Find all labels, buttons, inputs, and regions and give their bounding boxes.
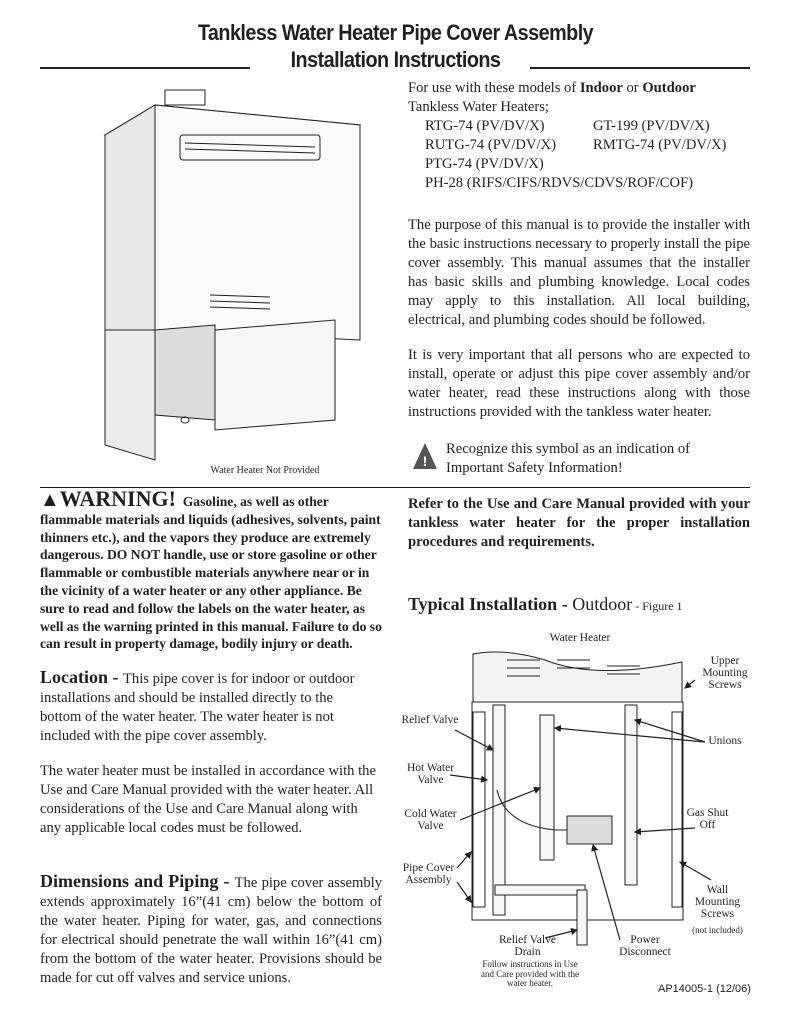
location-section: Location - This pipe cover is for indoor or outdoor installations and should be installed directly to the bottom of the water heater. The water heater is not included with the pipe cover assembly. <box>40 667 355 744</box>
typical-installation-heading: Typical Installation - Outdoor - Figure 1 <box>408 594 683 614</box>
label-gas-shut-off: Gas Shut Off <box>686 807 729 831</box>
title-rule-left <box>40 67 250 69</box>
warning-triangle-icon <box>412 442 438 470</box>
label-wall-mounting-screws: Wall Mounting Screws <box>694 884 741 920</box>
location-heading: Location - <box>40 667 123 687</box>
warning-triangle-icon: ▲ <box>40 489 60 511</box>
title-line2: Installation Instructions <box>290 47 501 72</box>
label-power-disconnect: Power Disconnect <box>619 934 671 958</box>
title-line1: Tankless Water Heater Pipe Cover Assembly <box>197 20 594 45</box>
safety-symbol-text: Recognize this symbol as an indication of Important Safety Information! <box>446 441 690 476</box>
svg-text:!: ! <box>422 453 428 469</box>
label-cold-water-valve: Cold Water Valve <box>404 808 457 832</box>
warning-block: ▲WARNING! Gasoline, as well as other flammable materials and liquids (adhesives, solvents, paint thinners etc.), and the vapors they produce are extremely dangerous. DO NOT handle, use or store gasoline or other flammable or combustible materials anywhere near or in the vicinity of a water heater or any other appliance. Be sure to read and follow the labels on the water heater, as well as the warning printed in this manual. Failure to do so can result in property damage, bodily injury or death. <box>40 486 382 652</box>
dimensions-section: Dimensions and Piping - The pipe cover assembly extends approximately 16”(41 cm) below the bottom of the water heater. Piping for water, gas, and connections for electrical should penetrate the wall within 16”(41 cm) from the bottom of the water heater. Provisions should be made for cut off valves and service unions. <box>40 871 382 986</box>
dimensions-heading: Dimensions and Piping - <box>40 871 235 891</box>
important-text: It is very important that all persons who are expected to install, operate or adjust this pipe cover assembly and/or water heater, read these instructions along with those instructions provided with the tankless water heater. <box>408 347 750 420</box>
label-hot-water-valve: Hot Water Valve <box>406 762 455 786</box>
label-not-included: (not included) <box>692 925 743 935</box>
location-text2: The water heater must be installed in accordance with the Use and Care Manual provided with the water heater. All considerations of the Use and Care Manual along with any applicable local codes must be followed. <box>40 763 376 836</box>
title-rule-right <box>530 67 750 69</box>
intro-text: For use with these models of Indoor or Outdoor Tankless Water Heaters; <box>408 80 696 115</box>
label-upper-mounting-screws: Upper Mounting Screws <box>702 655 748 691</box>
label-pipe-cover-assembly: Pipe Cover Assembly <box>402 862 455 886</box>
label-water-heater: Water Heater <box>549 632 611 644</box>
label-follow-instructions: Follow instructions in Use and Care provided with the water heater. <box>481 959 579 988</box>
document-code: AP14005-1 (12/06) <box>658 983 751 995</box>
label-relief-valve: Relief Valve <box>401 714 459 726</box>
label-relief-valve-drain: Relief Valve Drain <box>499 934 556 958</box>
water-heater-illustration <box>95 85 365 465</box>
refer-text: Refer to the Use and Care Manual provided with your tankless water heater for the proper installation procedures and requirements. <box>408 496 750 550</box>
purpose-text: The purpose of this manual is to provide the installer with the basic instructions necessary to properly install the pipe cover assembly. This manual assumes that the installer has basic skills and plumbing knowledge. Local codes may apply to this installation. All local building, electrical, and plumbing codes should be followed. <box>408 217 750 328</box>
label-unions: Unions <box>708 735 742 747</box>
caption-water-heater-not-provided: Water Heater Not Provided <box>210 465 320 476</box>
models-table: RTG-74 (PV/DV/X) GT-199 (PV/DV/X) RUTG-74 (PV/DV/X) RMTG-74 (PV/DV/X) PTG-74 (PV/DV/X) PH-28 (RIFS/CIFS/RDVS/CDVS/ROF/COF) <box>425 118 727 191</box>
